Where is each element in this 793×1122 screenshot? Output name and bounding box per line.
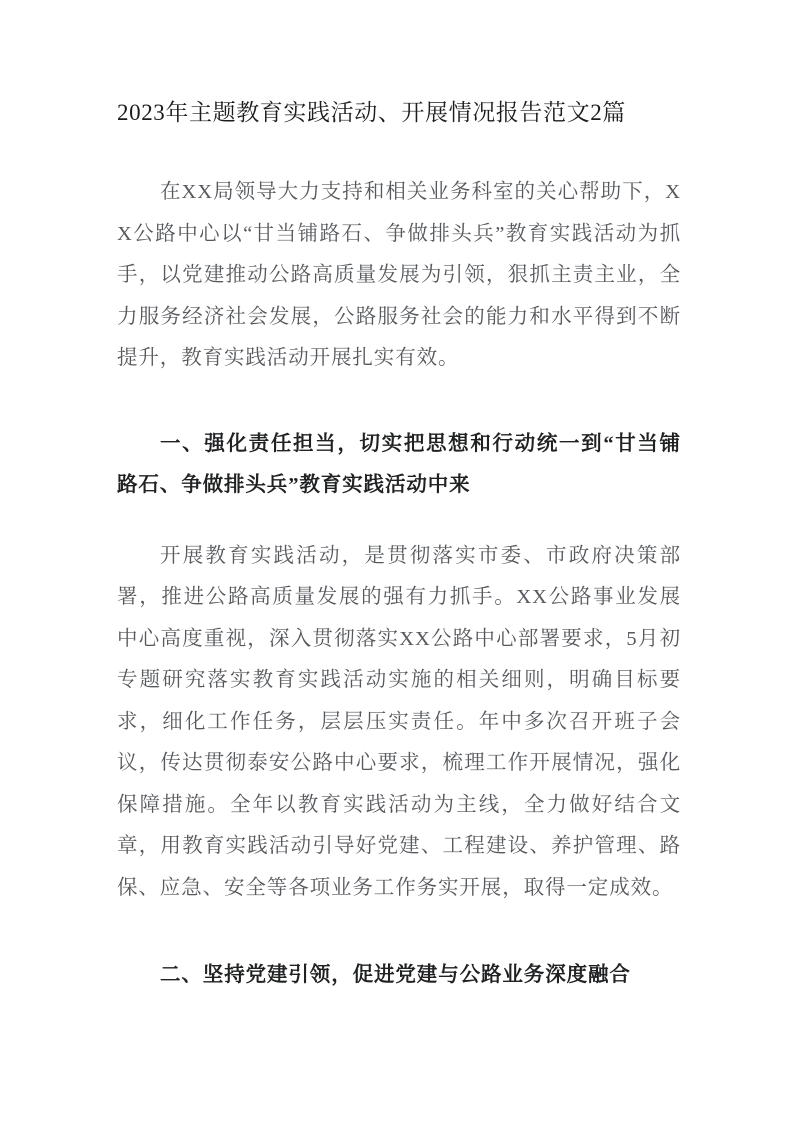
- section-heading-two: 二、坚持党建引领，促进党建与公路业务深度融合: [160, 964, 631, 986]
- document-text-block: [117, 0, 681, 997]
- paragraph-intro: 在XX局领导大力支持和相关业务科室的关心帮助下，XX公路中心以“甘当铺路石、争做排头兵”教育实践活动为抓手，以党建推动公路高质量发展为引领，狠抓主责主业，全力服务经济社会发展，公路服务社会的能力和水平得到不断提升，教育实践活动开展扎实有效。: [117, 181, 681, 369]
- paragraph-section-one-body: 开展教育实践活动，是贯彻落实市委、市政府决策部署，推进公路高质量发展的强有力抓手。XX公路事业发展中心高度重视，深入贯彻落实XX公路中心部署要求，5月初专题研究落实教育实践活动实施的相关细则，明确目标要求，细化工作任务，层层压实责任。年中多次召开班子会议，传达贯彻泰安公路中心要求，梳理工作开展情况，强化保障措施。全年以教育实践活动为主线，全力做好结合文章，用教育实践活动引导好党建、工程建设、养护管理、路保、应急、安全等各项业务工作务实开展，取得一定成效。: [117, 544, 681, 899]
- page-title: 2023年主题教育实践活动、开展情况报告范文2篇: [117, 100, 626, 125]
- section-heading-one: 一、强化责任担当，切实把思想和行动统一到“甘当铺路石、争做排头兵”教育实践活动中来: [117, 432, 681, 496]
